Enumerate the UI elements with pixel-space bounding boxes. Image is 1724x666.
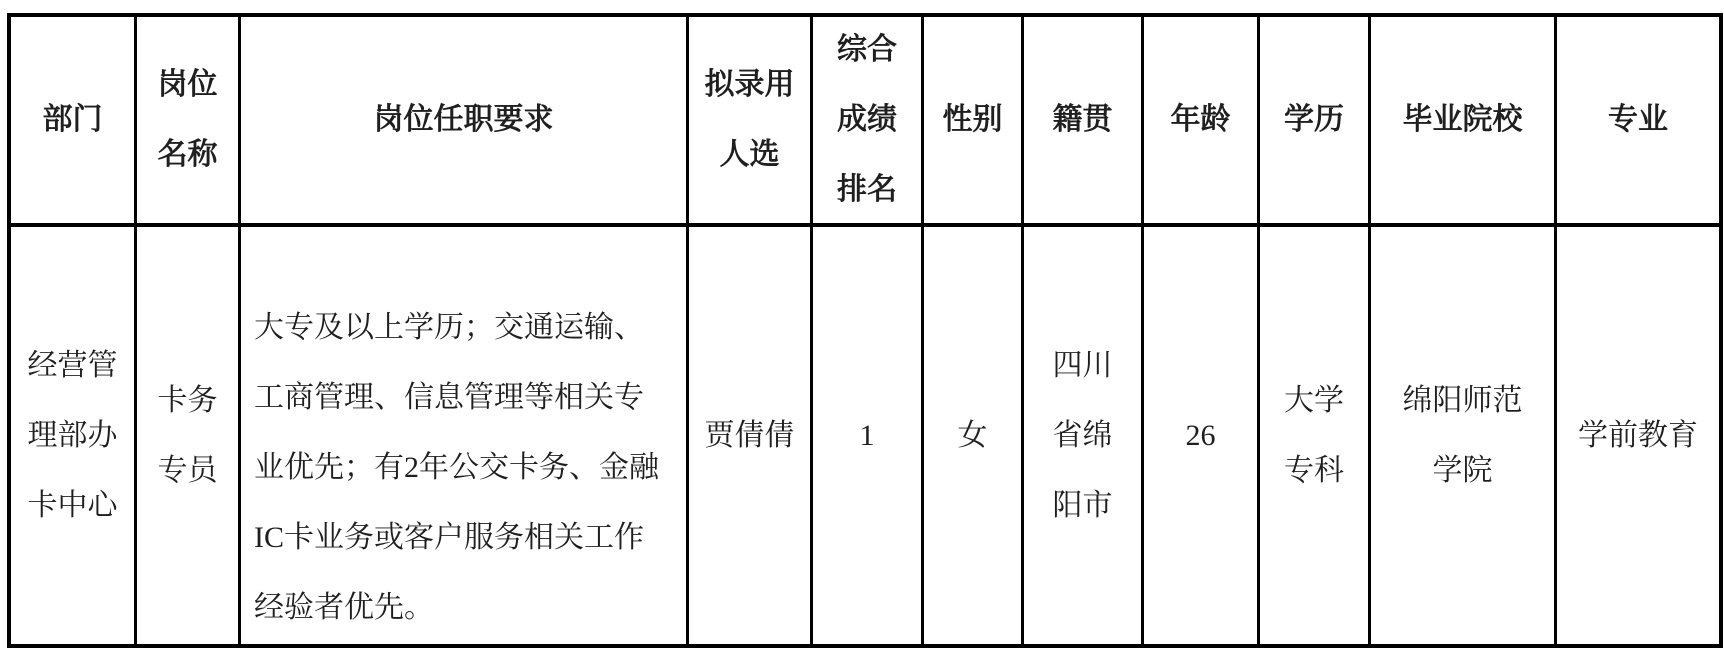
cell-requirements-line: 业优先；有2年公交卡务、金融 bbox=[254, 451, 659, 484]
cell-candidate bbox=[689, 227, 813, 644]
header-major-label: 专业 bbox=[1608, 103, 1668, 136]
cell-department-line: 经营管 bbox=[27, 348, 118, 382]
header-native-place-label: 籍贯 bbox=[1052, 103, 1113, 136]
cell-school-line: 学院 bbox=[1432, 453, 1493, 487]
cell-department bbox=[11, 227, 137, 644]
header-education-label: 学历 bbox=[1284, 103, 1344, 136]
header-position-name bbox=[137, 17, 241, 227]
cell-requirements-line: IC卡业务或客户服务相关工作 bbox=[254, 521, 644, 554]
cell-position bbox=[137, 227, 241, 644]
header-school bbox=[1371, 17, 1557, 227]
cell-native-place-line: 四川 bbox=[1052, 348, 1113, 382]
cell-rank-value: 1 bbox=[859, 418, 875, 452]
cell-department-line: 理部办 bbox=[27, 418, 118, 452]
header-gender bbox=[924, 17, 1024, 227]
header-requirements-label: 岗位任职要求 bbox=[373, 103, 554, 136]
cell-education-line: 大学 bbox=[1284, 383, 1344, 417]
header-gender-label: 性别 bbox=[942, 103, 1003, 136]
cell-rank bbox=[813, 227, 924, 644]
cell-age-value: 26 bbox=[1185, 418, 1216, 452]
cell-age bbox=[1144, 227, 1260, 644]
cell-education-line: 专科 bbox=[1284, 453, 1344, 487]
header-score-rank-line: 成绩 bbox=[837, 103, 897, 136]
cell-requirements-line: 经验者优先。 bbox=[254, 591, 434, 624]
header-requirements bbox=[241, 17, 689, 227]
header-school-label: 毕业院校 bbox=[1402, 103, 1523, 136]
cell-school-line: 绵阳师范 bbox=[1402, 383, 1523, 417]
header-score-rank-line: 排名 bbox=[837, 173, 897, 206]
header-candidate bbox=[689, 17, 813, 227]
header-score-rank-line: 综合 bbox=[837, 33, 897, 66]
cell-major bbox=[1557, 227, 1719, 644]
cell-requirements bbox=[241, 227, 689, 644]
cell-gender bbox=[924, 227, 1024, 644]
header-major bbox=[1557, 17, 1719, 227]
cell-requirements-line: 大专及以上学历；交通运输、 bbox=[254, 311, 644, 344]
header-position-line: 名称 bbox=[157, 138, 218, 171]
cell-position-line: 专员 bbox=[157, 453, 218, 487]
header-position-line: 岗位 bbox=[157, 68, 218, 101]
hiring-result-table bbox=[7, 13, 1723, 648]
cell-position-line: 卡务 bbox=[157, 383, 218, 417]
cell-gender-value: 女 bbox=[957, 418, 988, 452]
header-age bbox=[1144, 17, 1260, 227]
cell-department-line: 卡中心 bbox=[27, 488, 118, 522]
cell-education bbox=[1260, 227, 1371, 644]
cell-native-place-line: 省绵 bbox=[1052, 418, 1113, 452]
header-candidate-line: 拟录用 bbox=[704, 68, 795, 101]
cell-candidate-name: 贾倩倩 bbox=[704, 418, 795, 452]
header-department-label: 部门 bbox=[42, 103, 103, 136]
cell-native-place-line: 阳市 bbox=[1052, 488, 1113, 522]
cell-native-place bbox=[1024, 227, 1144, 644]
header-department bbox=[11, 17, 137, 227]
header-native-place bbox=[1024, 17, 1144, 227]
header-age-label: 年龄 bbox=[1170, 103, 1231, 136]
header-score-rank bbox=[813, 17, 924, 227]
cell-school bbox=[1371, 227, 1557, 644]
cell-major-value: 学前教育 bbox=[1578, 418, 1698, 452]
header-candidate-line: 人选 bbox=[719, 138, 780, 171]
cell-requirements-line: 工商管理、信息管理等相关专 bbox=[254, 381, 644, 414]
header-education bbox=[1260, 17, 1371, 227]
